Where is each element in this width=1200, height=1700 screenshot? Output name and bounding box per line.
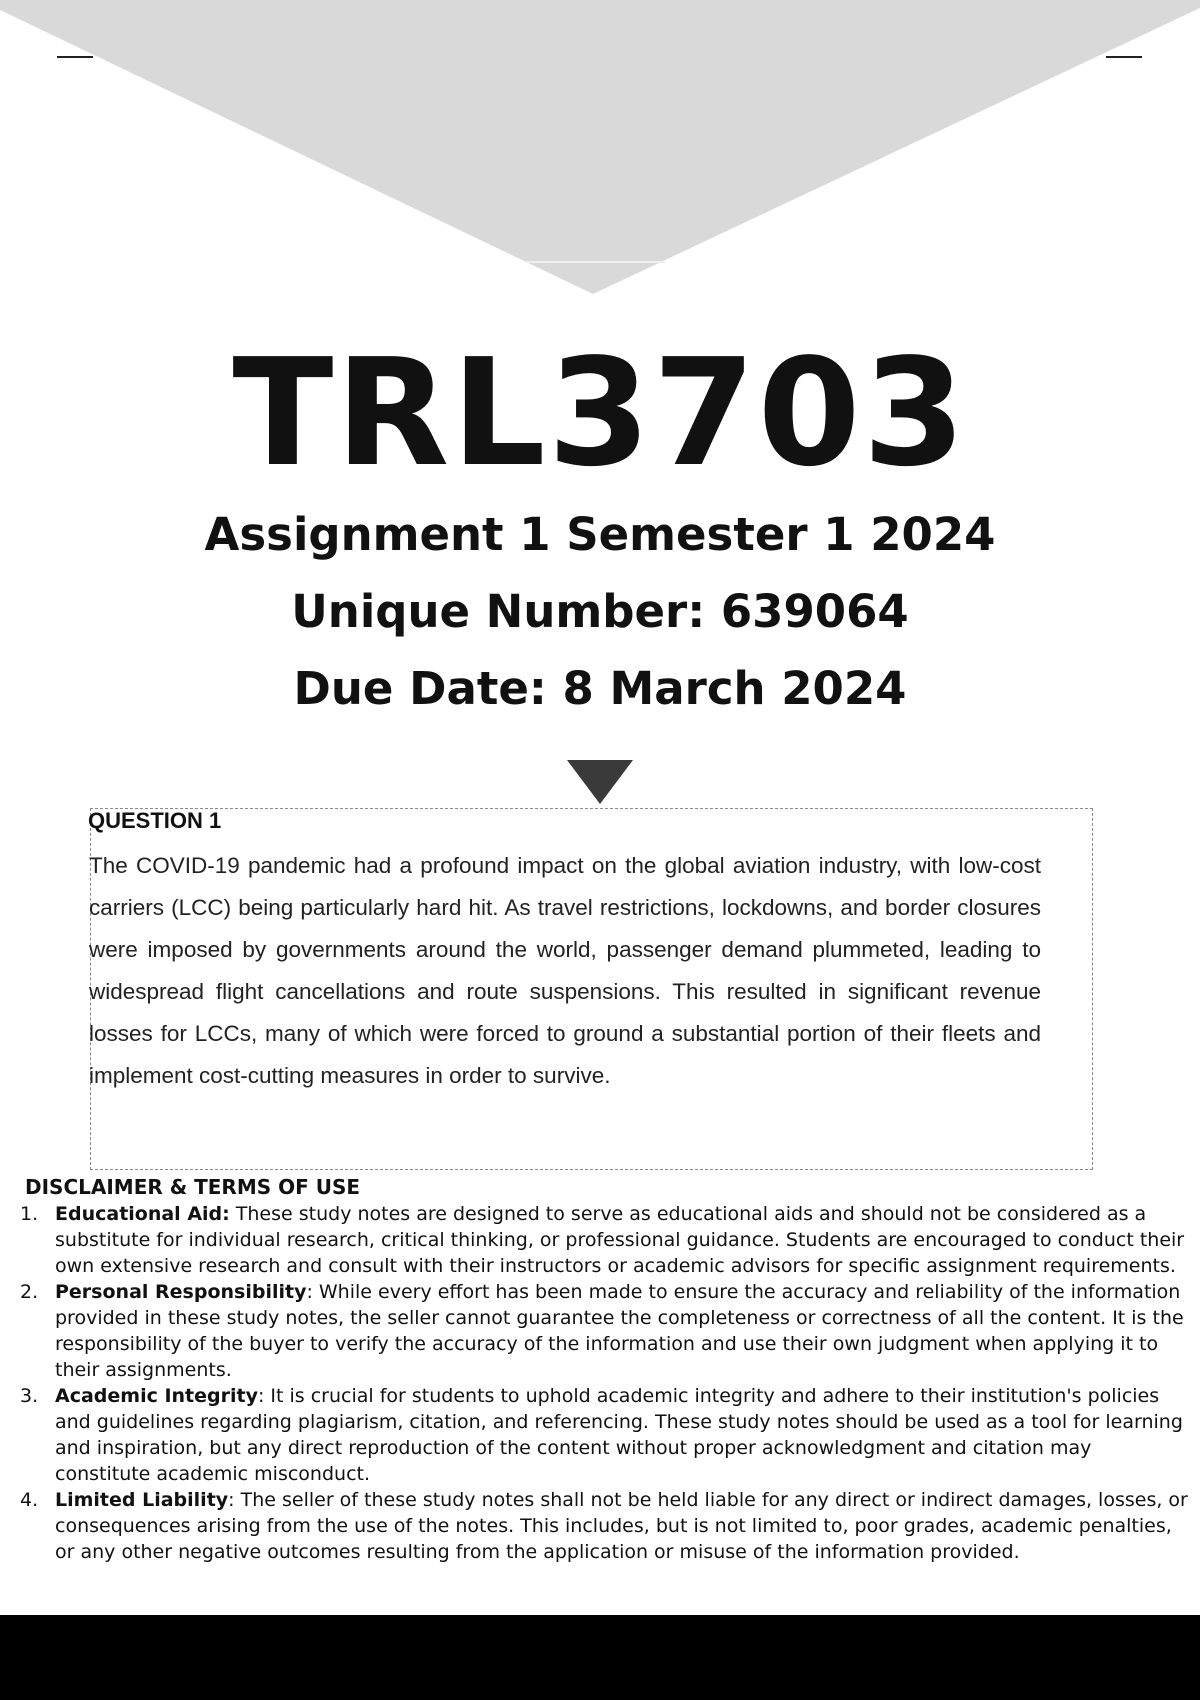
term-text: : While every effort has been made to ensure the accuracy and reliability of the information provided in these study notes, the seller cannot guarantee the completeness or correctness of all the content. It is the responsibility of the buyer to verify the accuracy of the information and use their own judgment when applying it to their assignments. xyxy=(55,1281,1184,1381)
assignment-line: Assignment 1 Semester 1 2024 xyxy=(204,508,996,561)
unique-number-line: Unique Number: 639064 xyxy=(291,585,909,638)
banner-chevron-shape xyxy=(0,0,1200,294)
term-text: : The seller of these study notes shall not be held liable for any direct or indirect damages, losses, or consequences arising from the use of the notes. This includes, but is not limited to, poor grades, academic penalties, or any other negative outcomes resulting from the application or misuse of the information provided. xyxy=(55,1489,1188,1563)
term-number: 4. xyxy=(20,1489,39,1511)
question-heading: QUESTION 1 xyxy=(88,808,222,833)
corner-mark-left xyxy=(57,56,93,58)
term-item-limited-liability xyxy=(15,1487,1190,1565)
term-number: 3. xyxy=(20,1385,39,1407)
due-date-line: Due Date: 8 March 2024 xyxy=(293,662,907,715)
down-arrow-icon xyxy=(567,760,633,804)
bottom-black-bar xyxy=(0,1615,1200,1700)
term-title: Academic Integrity xyxy=(55,1385,258,1407)
term-text: : It is crucial for students to uphold academic integrity and adhere to their institution's policies and guidelines regarding plagiarism, citation, and referencing. These study notes should be used as a tool for learning and inspiration, but any direct reproduction of the content without proper acknowledgment and citation may constitute academic misconduct. xyxy=(55,1385,1183,1485)
corner-mark-right xyxy=(1106,56,1142,58)
term-title: Personal Responsibility xyxy=(55,1281,307,1303)
term-title: Educational Aid: xyxy=(55,1203,230,1225)
question-text: The COVID-19 pandemic had a profound impact on the global aviation industry, with low-cost carriers (LCC) being particularly hard hit. As travel restrictions, lockdowns, and border closures were imposed by governments around the world, passenger demand plummeted, leading to widespread flight cancellations and route suspensions. This resulted in significant revenue losses for LCCs, many of which were forced to ground a substantial portion of their fleets and implement cost-cutting measures in order to survive. xyxy=(89,853,1041,1088)
term-item-academic-integrity xyxy=(15,1383,1190,1487)
terms-list xyxy=(15,1201,1190,1565)
disclaimer-title: DISCLAIMER & TERMS OF USE xyxy=(25,1175,361,1199)
course-code-title: TRL3703 xyxy=(232,327,968,499)
term-number: 2. xyxy=(20,1281,39,1303)
term-item-educational-aid xyxy=(15,1201,1190,1279)
header-banner xyxy=(0,0,1200,300)
term-title: Limited Liability xyxy=(55,1489,229,1511)
term-item-personal-responsibility xyxy=(15,1279,1190,1383)
term-number: 1. xyxy=(20,1203,39,1225)
term-text: These study notes are designed to serve as educational aids and should not be considered as a substitute for individual research, critical thinking, or professional guidance. Students are encouraged to conduct their own extensive research and consult with their instructors or academic advisors for specific assignment requirements. xyxy=(55,1203,1185,1277)
